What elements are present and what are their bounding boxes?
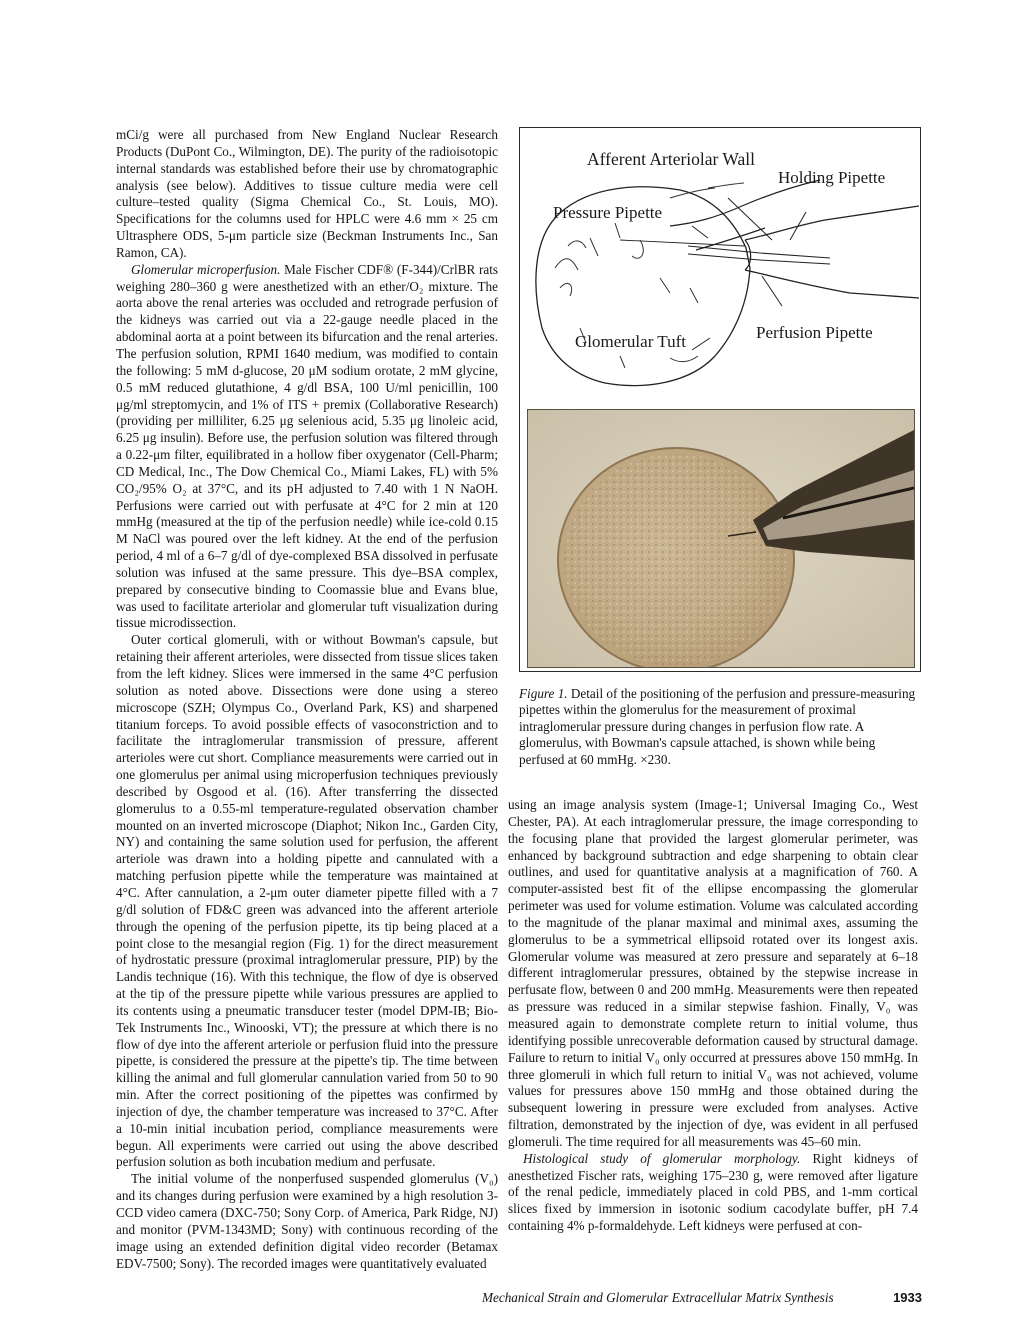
running-title: Mechanical Strain and Glomerular Extracellular Matrix Synthesis [482, 1290, 834, 1305]
label-glomerular-tuft: Glomerular Tuft [575, 332, 686, 351]
section-heading-histology: Histological study of glomerular morphology. [523, 1150, 801, 1166]
left-paragraph-2 [116, 262, 498, 633]
right-paragraph-2-body: Right kidneys of anesthetized Fischer rats, weighing 175–230 g, were removed after ligature of the renal pedicle, immediately placed in cold PBS, and 1-mm cortical slices fixed by immersion in isotonic sodium cacodylate buffer, pH 7.4 containing 4% p-formaldehyde. Left kidneys were perfused at con- [508, 1150, 918, 1234]
label-perfusion-pipette: Perfusion Pipette [756, 323, 873, 342]
caption-text: Detail of the positioning of the perfusion and pressure-measuring pipettes within the glomerulus for the measurement of proximal intraglomerular pressure during changes in perfusion flow rate. A glomerulus, with Bowman's capsule attached, is shown while being perfused at 60 mmHg. ×230. [519, 686, 916, 767]
figure-1 [519, 127, 921, 672]
right-paragraph-1: using an image analysis system (Image-1; Universal Imaging Co., West Chester, PA). At each intraglomerular pressure, the image corresponding to the focusing plane that provided the largest glomerular perimeter, was enhanced by background subtraction and edge sharpening to obtain clear outlines, and used for quantitative analysis at a magnification of 760. A computer-assisted best fit of the ellipse encompassing the glomerular perimeter was used for volume estimation. Volume was calculated according to the magnitude of the planar maximal and minimal axes, assuming the glomerulus to be a symmetrical ellipsoid rotated over its longest axis. Glomerular volume was measured at zero pressure and separately at 6–18 different intraglomerular pressures, obtained by the stepwise increase in perfusate flow, between 0 and 200 mmHg. Measurements were then repeated as pressure was reduced in a similar stepwise fashion. Finally, V₀ was measured again to demonstrate complete return to initial volume, thus identifying possible unrecoverable deformation caused by structural damage. Failure to return to initial V₀ only occurred at pressures above 150 mmHg. In three glomeruli in which full return to initial V₀ was not achieved, volume values for pressures above 150 mmHg and those obtained during the subsequent lowering in pressure were excluded from analyses. Active filtration, demonstrated by the injection of dye, was evident in all perfused glomeruli. The time required for all measurements was 45–60 min. [508, 797, 918, 1149]
pipette-diagram [520, 128, 919, 406]
glomerulus-micrograph [527, 409, 915, 668]
left-paragraph-2-body: Male Fischer CDF® (F-344)/CrlBR rats weighing 280–360 g were anesthetized with an ether/O₂ mixture. The aorta above the renal arteries was occluded and retrograde perfusion of the kidneys was carried out via a 22-gauge needle placed in the abdominal aorta at a point between its bifurcation and the renal arteries. The perfusion solution, RPMI 1640 medium, was modified to contain the following: 5 mM d-glucose, 20 μM sodium orotate, 2 mM glycine, 0.5 mM reduced glutathione, 4 g/dl BSA, 100 U/ml penicillin, 100 μg/ml streptomycin, and 1% of ITS + premix (Collaborative Research) (providing per milliliter, 6.25 μg selenious acid, 5.35 μg linoleic acid, 6.25 μg insulin). Before use, the perfusion solution was filtered through a 0.22-μm filter, equilibrated in a hollow fiber oxygenator (Cell-Pharm; CD Medical, Inc., The Dow Chemical Co., Miami Lakes, FL) with 5% CO₂/95% O₂ at 37°C, and its pH adjusted to 7.40 with 1 N NaOH. Perfusions were carried out with perfusate at 4°C for 2 min at 120 mmHg (measured at the tip of the perfusion needle) while ice-cold 0.15 M NaCl was poured over the left kidney. At the end of the perfusion period, 4 ml of a 6–7 g/dl of dye-complexed BSA dissolved in perfusate solution was infused at the same pressure. This dye–BSA complex, prepared by consecutive binding to Coomassie blue and Evans blue, was used to facilitate arteriolar and glomerular tuft visualization during tissue microdissection. [116, 261, 499, 631]
left-paragraph-3: Outer cortical glomeruli, with or without Bowman's capsule, but retaining their afferent arterioles, were dissected from tissue slices taken from the left kidney. Slices were immersed in the same 4°C perfusion solution as noted above. Dissections were done using a stereo microscope (SZH; Olympus Co., Overland Park, KS) and sharpened titanium forceps. To avoid possible effects of vasoconstriction and to facilitate the intraglomerular transmission of pressure, afferent arterioles were cut short. Compliance measurements were carried out in one glomerulus per animal using microperfusion techniques previously described by Osgood et al. (16). After transferring the dissected glomerulus to a 0.55-ml temperature-regulated observation chamber mounted on an inverted microscope (Diaphot; Nikon Inc., Garden City, NY) and containing the same solution used for perfusion, the afferent arteriole was drawn into a holding pipette and cannulated with a matching perfusion pipette while the temperature was maintained at 4°C. After cannulation, a 2-μm outer diameter pipette filled with a 7 g/dl solution of FD&C green was advanced into the afferent arteriole through the opening of the perfusion pipette, its tip being placed at a point close to the mesangial region (Fig. 1) for the direct measurement of hydrostatic pressure (proximal intraglomerular pressure, PIP) by the Landis technique (16). With this technique, the flow of dye is observed at the tip of the pressure pipette while various pressures are applied to its contents using a pneumatic transducer tester (model DPM-IB; Bio-Tek Instruments Inc., Winooski, VT); the pressure at which there is no flow of dye into the afferent arteriole or perfusion fluid into the pressure pipette, is considered the pressure at the pipette's tip. The time between killing the animal and full glomerular cannulation varied from 50 to 90 min. After the correct positioning of the pipettes was confirmed by injection of dye, the chamber temperature was increased to 37°C. After a 10-min initial incubation period, compliance measurements were begun. All experiments were carried out using the above described perfusion solution as both incubation medium and perfusate. [116, 632, 498, 1170]
left-paragraph-1: mCi/g were all purchased from New England Nuclear Research Products (DuPont Co., Wilmington, DE). The purity of the radioisotopic internal standards was established before their use by chromatographic analysis (see below). Additives to tissue culture media were cell culture–tested quality (Sigma Chemical Co., St. Louis, MO). Specifications for the columns used for HPLC were 4.6 mm × 25 cm Ultrasphere ODS, 5-μm particle size (Beckman Instruments Inc., San Ramon, CA). [116, 127, 498, 260]
left-text-column [116, 127, 498, 1272]
page-footer [482, 1290, 922, 1306]
caption-label: Figure 1. [519, 686, 568, 701]
label-pressure-pipette: Pressure Pipette [553, 203, 663, 222]
right-text-column [508, 797, 918, 1235]
label-holding-pipette: Holding Pipette [778, 168, 886, 187]
left-paragraph-4: The initial volume of the nonperfused suspended glomerulus (V₀) and its changes during perfusion were examined by a high resolution 3-CCD video camera (DXC-750; Sony Corp. of America, Park Ridge, NJ) and monitor (PVM-1343MD; Sony) with continuous recording of the image using an extended definition digital video recorder (Betamax EDV-7500; Sony). The recorded images were quantitatively evaluated [116, 1171, 498, 1271]
right-paragraph-2 [508, 1151, 918, 1235]
label-afferent-arteriolar-wall: Afferent Arteriolar Wall [587, 149, 756, 169]
page-number: 1933 [893, 1290, 922, 1305]
section-heading-microperfusion: Glomerular microperfusion. [131, 261, 281, 277]
figure-1-caption [519, 686, 919, 768]
